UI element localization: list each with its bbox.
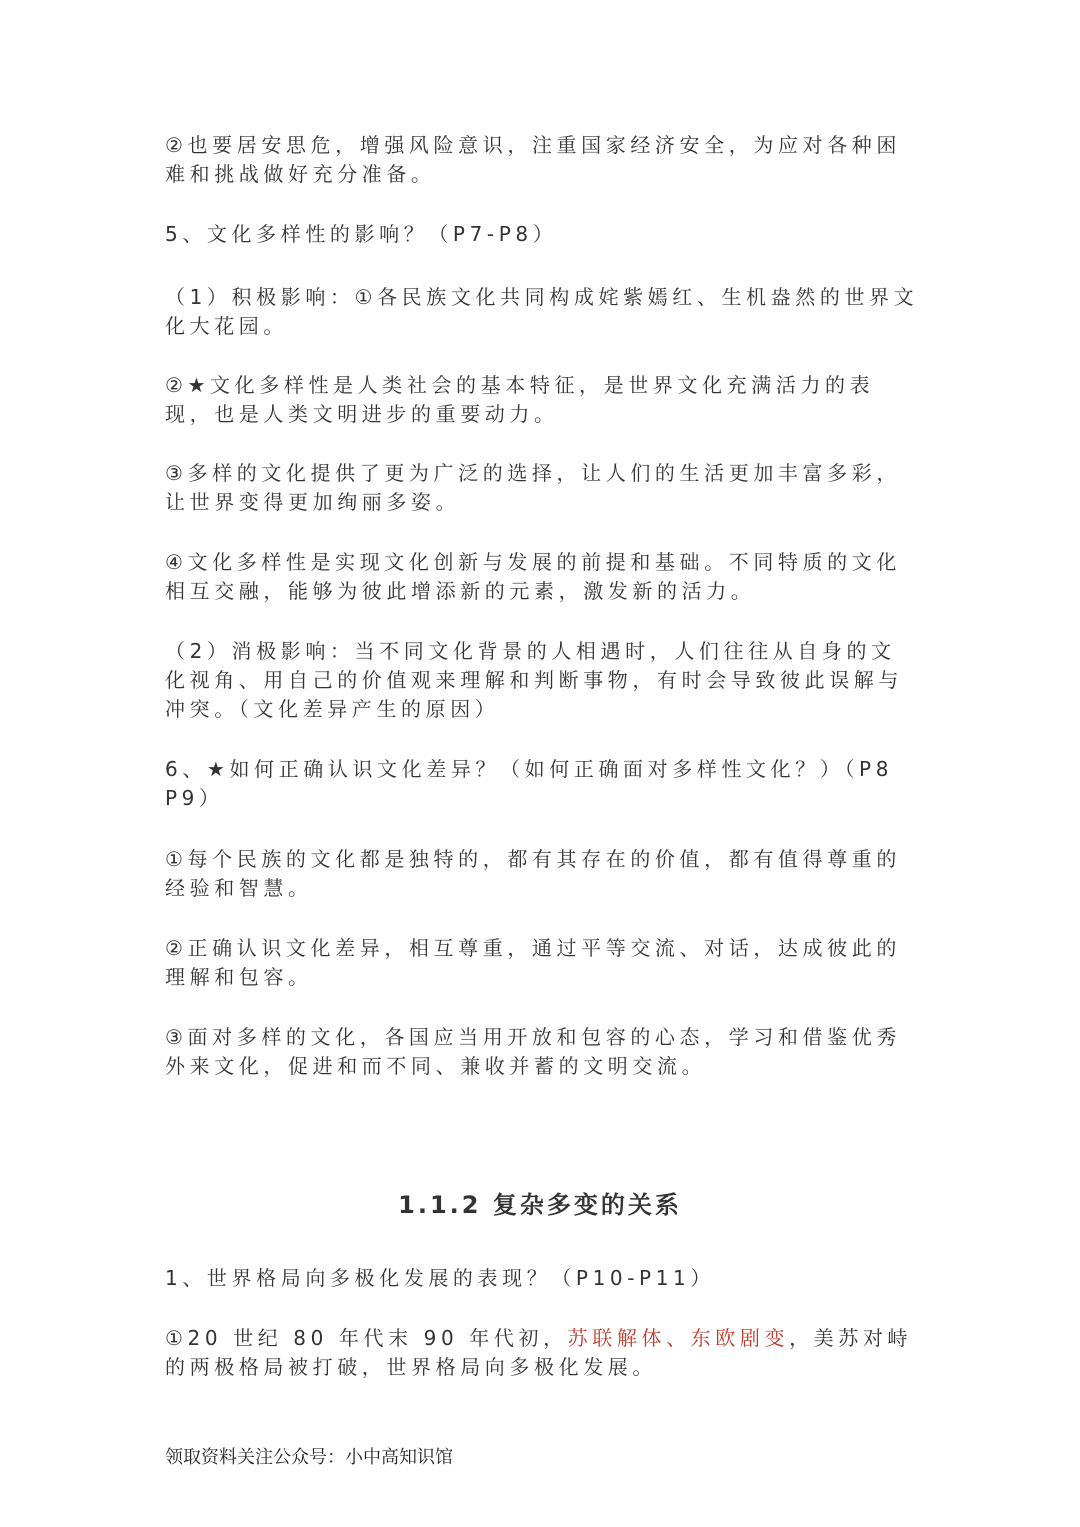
q1-point-1 [165,1324,920,1382]
section-title: 1.1.2 复杂多变的关系 [398,1191,682,1219]
q5-positive-2: ②★文化多样性是人类社会的基本特征，是世界文化充满活力的表现，也是人类文明进步的重要动力。 [165,373,875,426]
paragraph-prev-point-2: ②也要居安思危，增强风险意识，注重国家经济安全，为应对各种困难和挑战做好充分准备。 [165,133,901,186]
q5-positive-4: ④文化多样性是实现文化创新与发展的前提和基础。不同特质的文化相互交融，能够为彼此增添新的元素，激发新的活力。 [165,550,901,603]
footer-note: 领取资料关注公众号：小中高知识馆 [165,1447,453,1468]
question-5-heading: 5、文化多样性的影响？（P7-P8） [165,222,558,246]
q5-positive-3: ③多样的文化提供了更为广泛的选择，让人们的生活更加丰富多彩，让世界变得更加绚丽多姿。 [165,461,901,514]
q6-point-1: ①每个民族的文化都是独特的，都有其存在的价值，都有值得尊重的经验和智慧。 [165,847,901,900]
q5-negative: （2）消极影响：当不同文化背景的人相遇时，人们往往从自身的文化视角、用自己的价值观来理解和判断事物，有时会导致彼此误解与冲突。（文化差异产生的原因） [165,639,903,721]
q1-point-1-highlight: 苏联解体、东欧剧变 [567,1326,790,1350]
q1-point-1-before: ①20 世纪 80 年代末 90 年代初， [165,1326,568,1350]
q1-point-1-after: ，美苏对峙的两极格局被打破，世界格局向多极化发展。 [165,1326,913,1379]
question-6-heading: 6、★如何正确认识文化差异？（如何正确面对多样性文化？）（P8 P9） [165,757,894,810]
question-1-heading: 1、世界格局向多极化发展的表现？（P10-P11） [165,1266,715,1290]
q6-point-3: ③面对多样的文化，各国应当用开放和包容的心态，学习和借鉴优秀外来文化，促进和而不同、兼收并蓄的文明交流。 [165,1025,901,1078]
q5-positive-1: （1）积极影响：①各民族文化共同构成姹紫嫣红、生机盎然的世界文化大花园。 [165,285,919,338]
q6-point-2: ②正确认识文化差异，相互尊重，通过平等交流、对话，达成彼此的理解和包容。 [165,936,901,989]
